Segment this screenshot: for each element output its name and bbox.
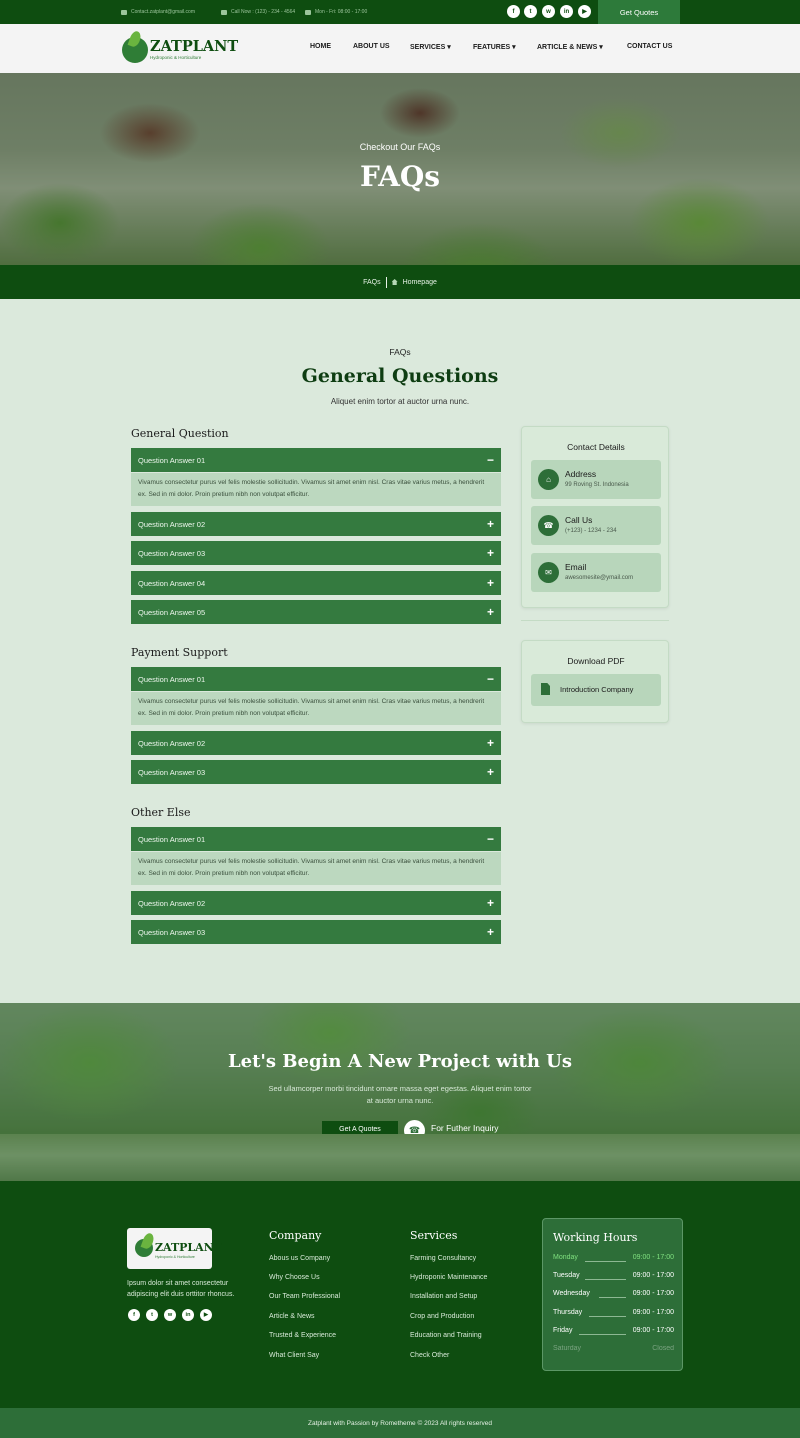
home-icon: [392, 279, 398, 285]
chevron-down-icon: ▾: [599, 44, 603, 51]
footer-services-title: Services: [410, 1229, 458, 1242]
plus-icon: +: [486, 576, 494, 590]
hero-subtitle: Checkout Our FAQs: [359, 142, 441, 152]
nav-articles[interactable]: ARTICLE & NEWS ▾: [537, 44, 603, 51]
hero-banner: [0, 73, 800, 265]
faq-item[interactable]: Question Answer 02 +: [131, 512, 501, 536]
phone-icon: [221, 10, 227, 15]
footer-link[interactable]: Crop and Production: [410, 1313, 475, 1320]
plus-icon: +: [486, 546, 494, 560]
chevron-down-icon: ▾: [447, 44, 451, 51]
faq-item[interactable]: Question Answer 01 −: [131, 448, 501, 472]
minus-icon: −: [486, 832, 494, 846]
footer-link[interactable]: What Client Say: [269, 1352, 320, 1359]
card-title: Download PDF: [567, 656, 625, 666]
pdf-download-link[interactable]: Introduction Company: [531, 674, 661, 706]
facebook-icon[interactable]: f: [507, 5, 520, 18]
leaf-logo-icon: [135, 1239, 153, 1257]
faq-item[interactable]: Question Answer 03 +: [131, 760, 501, 784]
nav-about[interactable]: ABOUT US: [353, 43, 390, 50]
logo-tagline: Hydroponic & Horticulture: [150, 55, 202, 60]
navbar: [0, 24, 800, 73]
faq-group-title: Payment Support: [131, 646, 228, 659]
faq-item[interactable]: Question Answer 03 +: [131, 920, 501, 944]
faq-answer: Vivamus consectetur purus vel felis molestie sollicitudin. Vivamus sit amet enim nisl. Cras vitae varius metus, a hendrerit ex. Sed in mi dolor. Proin pretium nibh non volutpat efficitur.: [131, 692, 501, 725]
hours-row: Monday 09:00 - 17:00: [553, 1254, 674, 1261]
footer-logo[interactable]: ZATPLANT Hydroponic & Horticulture: [127, 1228, 212, 1269]
chevron-down-icon: ▾: [512, 44, 516, 51]
plus-icon: +: [486, 896, 494, 910]
twitter-icon[interactable]: t: [524, 5, 537, 18]
image-strip: [0, 1134, 800, 1181]
twitter-icon[interactable]: t: [146, 1309, 158, 1321]
card-title: Contact Details: [567, 442, 625, 452]
get-a-quotes-button[interactable]: Get A Quotes: [322, 1121, 398, 1134]
leaf-logo-icon: [122, 37, 148, 63]
faq-item[interactable]: Question Answer 01 −: [131, 827, 501, 851]
contact-address: ⌂ Address 99 Roving St. Indonesia: [531, 460, 661, 499]
inquiry-text: For Futher Inquiry: [431, 1123, 499, 1133]
hours-row: Friday 09:00 - 17:00: [553, 1327, 674, 1334]
working-hours-card: [542, 1218, 683, 1371]
footer-link[interactable]: Our Team Professional: [269, 1293, 341, 1300]
contact-email[interactable]: ✉ Email awesomesite@ymail.com: [531, 553, 661, 592]
breadcrumb-current: FAQs: [363, 278, 381, 286]
plus-icon: +: [486, 605, 494, 619]
plus-icon: +: [486, 736, 494, 750]
youtube-icon[interactable]: ▶: [578, 5, 591, 18]
plus-icon: +: [486, 925, 494, 939]
breadcrumb: [0, 265, 800, 299]
whatsapp-icon[interactable]: w: [542, 5, 555, 18]
logo-text: ZATPLANT: [150, 38, 239, 55]
footer-link[interactable]: Check Other: [410, 1352, 450, 1359]
mail-icon: ✉: [538, 562, 559, 583]
faq-item[interactable]: Question Answer 01 −: [131, 667, 501, 691]
hours-row: Wednesday 09:00 - 17:00: [553, 1290, 674, 1297]
get-quotes-button[interactable]: Get Quotes: [598, 0, 680, 24]
plus-icon: +: [486, 765, 494, 779]
topbar-hours: Mon - Fri: 08:00 - 17:00: [305, 0, 367, 24]
footer-link[interactable]: Installation and Setup: [410, 1293, 478, 1300]
linkedin-icon[interactable]: in: [560, 5, 573, 18]
topbar-phone[interactable]: Call Now : (123) - 234 - 4564: [221, 0, 295, 24]
footer-link[interactable]: Farming Consultancy: [410, 1255, 477, 1262]
footer: [0, 1181, 800, 1408]
section-subtitle: Aliquet enim tortor at auctor urna nunc.: [330, 397, 470, 406]
linkedin-icon[interactable]: in: [182, 1309, 194, 1321]
hero-title: FAQs: [359, 160, 441, 193]
download-pdf-card: [521, 640, 669, 723]
faq-answer: Vivamus consectetur purus vel felis molestie sollicitudin. Vivamus sit amet enim nisl. Cras vitae varius metus, a hendrerit ex. Sed in mi dolor. Proin pretium nibh non volutpat efficitur.: [131, 473, 501, 506]
footer-link[interactable]: Trusted & Experience: [269, 1332, 337, 1339]
cta-banner: [0, 1003, 800, 1134]
mail-icon: [121, 10, 127, 15]
whatsapp-icon[interactable]: w: [164, 1309, 176, 1321]
cta-title: Let's Begin A New Project with Us: [227, 1051, 573, 1072]
footer-link[interactable]: Education and Training: [410, 1332, 482, 1339]
nav-contact[interactable]: CONTACT US: [627, 43, 673, 50]
section-label: FAQs: [389, 347, 411, 357]
contact-details-card: [521, 426, 669, 608]
faq-item[interactable]: Question Answer 02 +: [131, 891, 501, 915]
footer-company-title: Company: [269, 1229, 322, 1242]
faq-item[interactable]: Question Answer 05 +: [131, 600, 501, 624]
faq-group-title: General Question: [131, 427, 229, 440]
clock-icon: [305, 10, 311, 15]
facebook-icon[interactable]: f: [128, 1309, 140, 1321]
minus-icon: −: [486, 453, 494, 467]
footer-link[interactable]: Hydroponic Maintenance: [410, 1274, 488, 1281]
phone-icon: ☎: [538, 515, 559, 536]
minus-icon: −: [486, 672, 494, 686]
nav-features[interactable]: FEATURES ▾: [473, 44, 516, 51]
top-bar: [0, 0, 800, 24]
pdf-file-icon: [541, 683, 550, 695]
faq-item[interactable]: Question Answer 02 +: [131, 731, 501, 755]
hours-row: Thursday 09:00 - 17:00: [553, 1309, 674, 1316]
faq-group-title: Other Else: [131, 806, 191, 819]
contact-call[interactable]: ☎ Call Us (+123) - 1234 - 234: [531, 506, 661, 545]
footer-link[interactable]: Article & News: [269, 1313, 315, 1320]
youtube-icon[interactable]: ▶: [200, 1309, 212, 1321]
hours-row: Tuesday 09:00 - 17:00: [553, 1272, 674, 1279]
nav-home[interactable]: HOME: [310, 43, 331, 50]
copyright-bar: Zatplant with Passion by Rometheme © 2023 All rights reserved: [0, 1408, 800, 1438]
footer-description: Ipsum dolor sit amet consectetur adipiscing elit duis orttitor rhoncus.: [127, 1280, 235, 1298]
breadcrumb-divider: [386, 277, 387, 288]
topbar-email[interactable]: Contact.zatplant@gmail.com: [121, 0, 195, 24]
working-hours-title: Working Hours: [553, 1231, 638, 1244]
phone-icon[interactable]: ☎: [404, 1120, 425, 1134]
plus-icon: +: [486, 517, 494, 531]
faq-answer: Vivamus consectetur purus vel felis molestie sollicitudin. Vivamus sit amet enim nisl. Cras vitae varius metus, a hendrerit ex. Sed in mi dolor. Proin pretium nibh non volutpat efficitur.: [131, 852, 501, 885]
faq-item[interactable]: Question Answer 04 +: [131, 571, 501, 595]
section-title: General Questions: [301, 365, 499, 387]
footer-link[interactable]: Abous us Company: [269, 1255, 331, 1262]
sidebar-divider: [521, 620, 669, 621]
hours-row: Saturday Closed: [553, 1345, 674, 1352]
faq-item[interactable]: Question Answer 03 +: [131, 541, 501, 565]
cta-subtitle: Sed ullamcorper morbi tincidunt ornare massa eget egestas. Aliquet enim tortor at auctor urna nunc.: [268, 1084, 532, 1105]
breadcrumb-home[interactable]: Homepage: [402, 278, 437, 286]
home-icon: ⌂: [538, 469, 559, 490]
footer-link[interactable]: Why Choose Us: [269, 1274, 320, 1281]
nav-services[interactable]: SERVICES ▾: [410, 44, 451, 51]
